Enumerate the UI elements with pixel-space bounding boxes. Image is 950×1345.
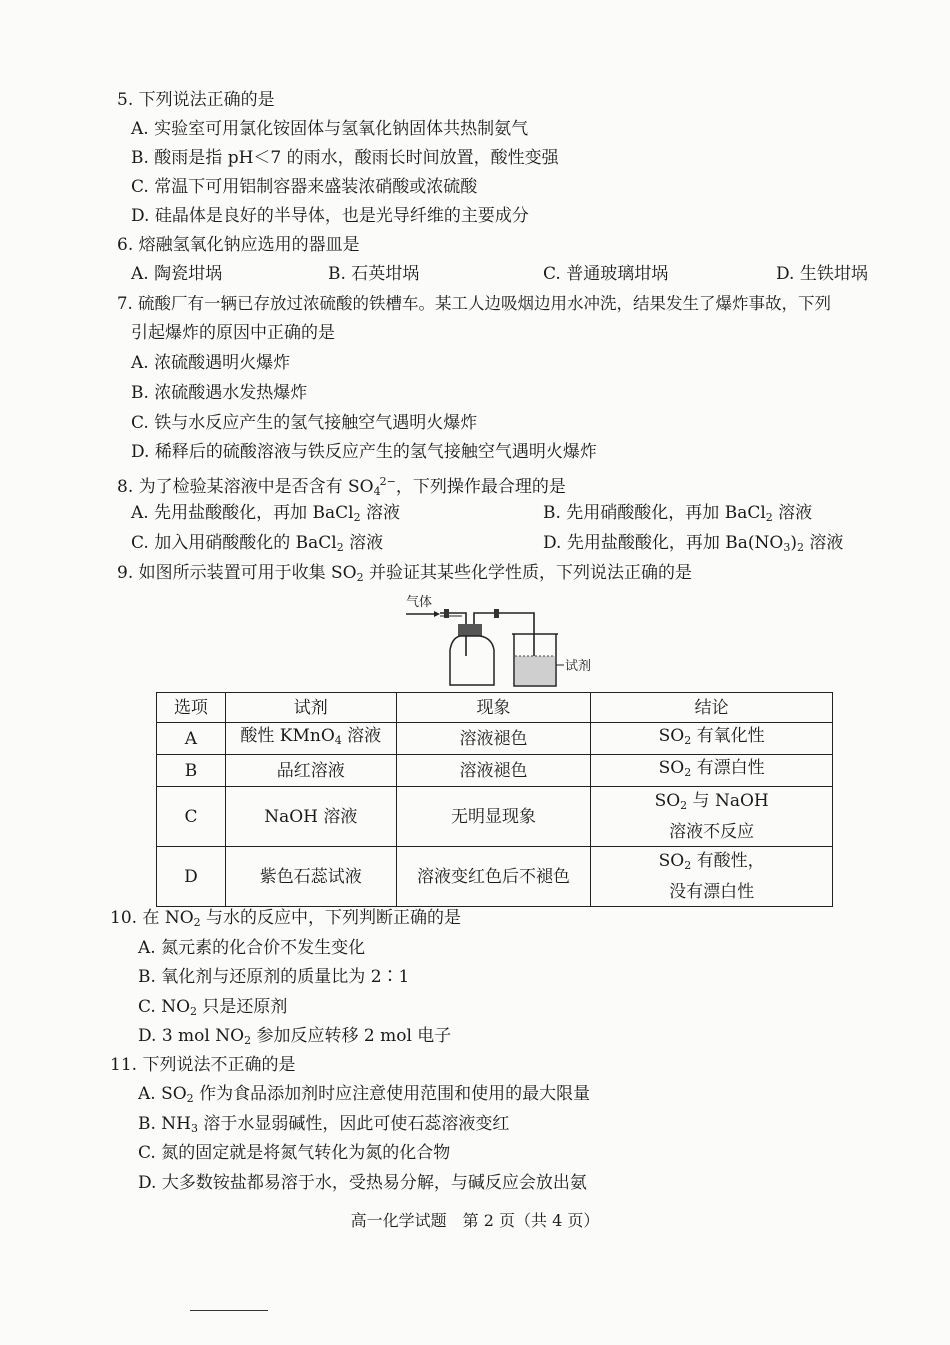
q6-option-d: D. 生铁坩埚 <box>776 264 868 284</box>
row-option: D <box>157 847 226 907</box>
q9-table <box>156 692 833 907</box>
row-phenomenon: 无明显现象 <box>396 787 591 847</box>
q6-option-c: C. 普通玻璃坩埚 <box>543 264 669 284</box>
tube-clamp <box>444 609 449 618</box>
q11-option-b: B. $NH_3$ 溶于水显弱碱性，因此可使石蕊溶液变红 <box>138 1114 510 1135</box>
table-row <box>157 787 833 847</box>
tube-clamp <box>494 609 499 618</box>
q10-option-a: A. 氮元素的化合价不发生变化 <box>138 938 366 958</box>
q5-option-c: C. 常温下可用铝制容器来盛装浓硝酸或浓硫酸 <box>131 177 478 197</box>
row-phenomenon: 溶液褪色 <box>396 755 591 787</box>
row-option: C <box>157 787 226 847</box>
table-row <box>157 847 833 907</box>
table-header-row <box>157 693 833 723</box>
q11-option-a: A. $SO_2$ 作为食品添加剂时应注意使用范围和使用的最大限量 <box>138 1084 591 1105</box>
q6-option-b: B. 石英坩埚 <box>328 264 420 284</box>
q11-option-d: D. 大多数铵盐都易溶于水，受热易分解，与碱反应会放出氨 <box>138 1173 587 1193</box>
bottle-stopper <box>458 624 482 636</box>
q7-stem-line2: 引起爆炸的原因中正确的是 <box>131 323 335 343</box>
q5-option-b: B. 酸雨是指 pH＜7 的雨水，酸雨长时间放置，酸性变强 <box>131 148 559 168</box>
row-reagent: NaOH 溶液 <box>225 787 396 847</box>
q9-stem: 9. 如图所示装置可用于收集 $SO_2$ 并验证其某些化学性质，下列说法正确的是 <box>117 563 693 584</box>
table-row <box>157 723 833 755</box>
q8-option-a: A. 先用盐酸酸化，再加 BaCl$_2$ 溶液 <box>131 503 400 524</box>
page-footer: 高一化学试题 第 2 页（共 4 页） <box>350 1211 600 1230</box>
bottom-rule <box>190 1310 268 1311</box>
q5-option-a: A. 实验室可用氯化铵固体与氢氧化钠固体共热制氨气 <box>131 119 529 139</box>
reagent-liquid <box>515 656 555 685</box>
q10-option-c: C. $NO_2$ 只是还原剂 <box>138 997 288 1018</box>
q11-option-c: C. 氮的固定就是将氮气转化为氮的化合物 <box>138 1143 451 1163</box>
row-option: A <box>157 723 226 755</box>
row-conclusion: $SO_2$ 有氧化性 <box>591 723 833 755</box>
q5-option-d: D. 硅晶体是良好的半导体，也是光导纤维的主要成分 <box>131 206 529 226</box>
gas-collection-apparatus <box>400 590 600 690</box>
row-option: B <box>157 755 226 787</box>
header-phenomenon: 现象 <box>396 693 591 723</box>
header-reagent: 试剂 <box>225 693 396 723</box>
row-reagent: 紫色石蕊试液 <box>225 847 396 907</box>
q6-stem: 6. 熔融氢氧化钠应选用的器皿是 <box>117 235 360 255</box>
row-phenomenon: 溶液褪色 <box>396 723 591 755</box>
q7-stem-line1: 7. 硫酸厂有一辆已存放过浓硫酸的铁槽车。某工人边吸烟边用水冲洗，结果发生了爆炸事故，下列 <box>117 294 831 313</box>
q8-stem: 8. 为了检验某溶液中是否含有 $SO_4^{2-}$，下列操作最合理的是 <box>117 475 566 498</box>
header-option: 选项 <box>157 693 226 723</box>
row-conclusion: $SO_2$ 与 NaOH 溶液不反应 <box>591 787 833 847</box>
q10-option-d: D. 3 mol $NO_2$ 参加反应转移 2 mol 电子 <box>138 1026 452 1047</box>
row-conclusion: $SO_2$ 有漂白性 <box>591 755 833 787</box>
reagent-label: 试剂 <box>565 659 592 674</box>
q7-option-d: D. 稀释后的硫酸溶液与铁反应产生的氢气接触空气遇明火爆炸 <box>131 442 597 462</box>
q10-option-b: B. 氧化剂与还原剂的质量比为 2∶1 <box>138 967 410 987</box>
collection-bottle <box>450 636 494 685</box>
q6-option-a: A. 陶瓷坩埚 <box>131 264 223 284</box>
row-conclusion: $SO_2$ 有酸性， 没有漂白性 <box>591 847 833 907</box>
gas-label: 气体 <box>406 595 433 610</box>
q8-option-b: B. 先用硝酸酸化，再加 BaCl$_2$ 溶液 <box>543 503 813 524</box>
row-phenomenon: 溶液变红色后不褪色 <box>396 847 591 907</box>
table-row <box>157 755 833 787</box>
q10-stem: 10. 在 $NO_2$ 与水的反应中，下列判断正确的是 <box>110 908 462 929</box>
q8-option-d: D. 先用盐酸酸化，再加 $Ba(NO_3)_2$ 溶液 <box>543 533 844 554</box>
row-reagent: 酸性 KMnO$_4$ 溶液 <box>225 723 396 755</box>
q7-option-b: B. 浓硫酸遇水发热爆炸 <box>131 383 308 403</box>
q11-stem: 11. 下列说法不正确的是 <box>110 1055 296 1075</box>
header-conclusion: 结论 <box>591 693 833 723</box>
q7-option-c: C. 铁与水反应产生的氢气接触空气遇明火爆炸 <box>131 413 478 433</box>
q7-option-a: A. 浓硫酸遇明火爆炸 <box>131 353 291 373</box>
row-reagent: 品红溶液 <box>225 755 396 787</box>
q5-stem: 5. 下列说法正确的是 <box>117 90 275 110</box>
q8-option-c: C. 加入用硝酸酸化的 BaCl$_2$ 溶液 <box>131 533 384 554</box>
inlet-arrow-head <box>434 611 440 617</box>
